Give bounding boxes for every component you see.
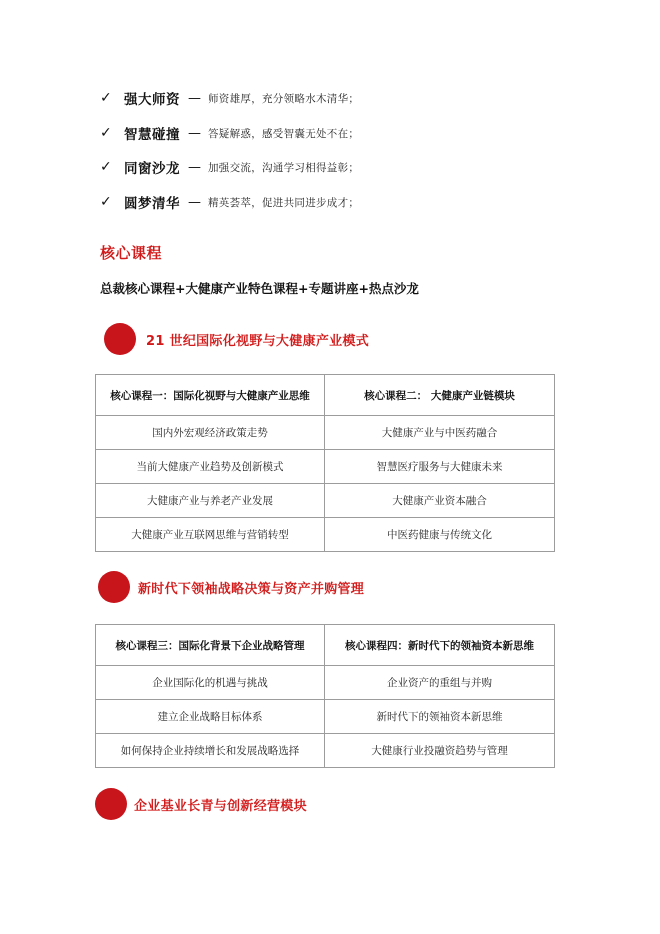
table-cell: 智慧医疗服务与大健康未来 bbox=[325, 450, 555, 484]
table-row bbox=[96, 416, 555, 450]
checkmark-icon: ✓ bbox=[100, 159, 112, 175]
table-row bbox=[96, 666, 555, 700]
checkmark-icon: ✓ bbox=[100, 194, 112, 210]
table-row bbox=[96, 734, 555, 768]
module-heading bbox=[104, 323, 369, 355]
core-courses-heading: 核心课程 bbox=[100, 244, 163, 262]
feature-dash: — bbox=[188, 125, 201, 141]
red-circle-bullet-icon bbox=[95, 788, 127, 820]
module-title: 新时代下领袖战略决策与资产并购管理 bbox=[138, 581, 365, 597]
red-circle-bullet-icon bbox=[104, 323, 136, 355]
table-header-cell: 核心课程二： 大健康产业链模块 bbox=[325, 375, 555, 416]
core-courses-summary: 总裁核心课程+大健康产业特色课程+专题讲座+热点沙龙 bbox=[100, 281, 419, 296]
feature-title: 强大师资 bbox=[124, 92, 180, 108]
feature-title: 智慧碰撞 bbox=[124, 127, 180, 143]
feature-description: 加强交流，沟通学习相得益彰； bbox=[208, 161, 360, 174]
feature-description: 精英荟萃，促进共同进步成才； bbox=[208, 196, 360, 209]
table-cell: 大健康行业投融资趋势与管理 bbox=[325, 734, 555, 768]
module-heading bbox=[95, 788, 307, 820]
table-cell: 国内外宏观经济政策走势 bbox=[96, 416, 325, 450]
feature-dash: — bbox=[188, 194, 201, 210]
course-table bbox=[95, 374, 555, 552]
table-cell: 大健康产业与养老产业发展 bbox=[96, 484, 325, 518]
feature-item bbox=[100, 192, 359, 212]
red-circle-bullet-icon bbox=[98, 571, 130, 603]
table-header-row bbox=[96, 625, 555, 666]
table-header-cell: 核心课程三：国际化背景下企业战略管理 bbox=[96, 625, 325, 666]
table-cell: 企业国际化的机遇与挑战 bbox=[96, 666, 325, 700]
feature-title: 圆梦清华 bbox=[124, 196, 180, 212]
table-cell: 中医药健康与传统文化 bbox=[325, 518, 555, 552]
feature-item bbox=[100, 88, 359, 108]
checkmark-icon: ✓ bbox=[100, 125, 112, 141]
module-title: 企业基业长青与创新经营模块 bbox=[134, 798, 307, 814]
table-cell: 如何保持企业持续增长和发展战略选择 bbox=[96, 734, 325, 768]
table-cell: 建立企业战略目标体系 bbox=[96, 700, 325, 734]
table-row bbox=[96, 484, 555, 518]
feature-title: 同窗沙龙 bbox=[124, 161, 180, 177]
table-header-cell: 核心课程一：国际化视野与大健康产业思维 bbox=[96, 375, 325, 416]
module-title: 21 世纪国际化视野与大健康产业模式 bbox=[146, 333, 370, 349]
table-cell: 大健康产业互联网思维与营销转型 bbox=[96, 518, 325, 552]
table-cell: 当前大健康产业趋势及创新模式 bbox=[96, 450, 325, 484]
feature-dash: — bbox=[188, 159, 201, 175]
feature-item bbox=[100, 157, 359, 177]
feature-dash: — bbox=[188, 90, 201, 106]
feature-item bbox=[100, 123, 359, 143]
table-row bbox=[96, 700, 555, 734]
table-row bbox=[96, 518, 555, 552]
course-table bbox=[95, 624, 555, 768]
table-cell: 企业资产的重组与并购 bbox=[325, 666, 555, 700]
table-cell: 大健康产业与中医药融合 bbox=[325, 416, 555, 450]
feature-description: 师资雄厚，充分领略水木清华； bbox=[208, 92, 360, 105]
feature-description: 答疑解惑，感受智囊无处不在； bbox=[208, 127, 360, 140]
table-cell: 大健康产业资本融合 bbox=[325, 484, 555, 518]
table-header-row bbox=[96, 375, 555, 416]
table-cell: 新时代下的领袖资本新思维 bbox=[325, 700, 555, 734]
table-header-cell: 核心课程四：新时代下的领袖资本新思维 bbox=[325, 625, 555, 666]
module-heading bbox=[98, 571, 364, 603]
table-row bbox=[96, 450, 555, 484]
checkmark-icon: ✓ bbox=[100, 90, 112, 106]
